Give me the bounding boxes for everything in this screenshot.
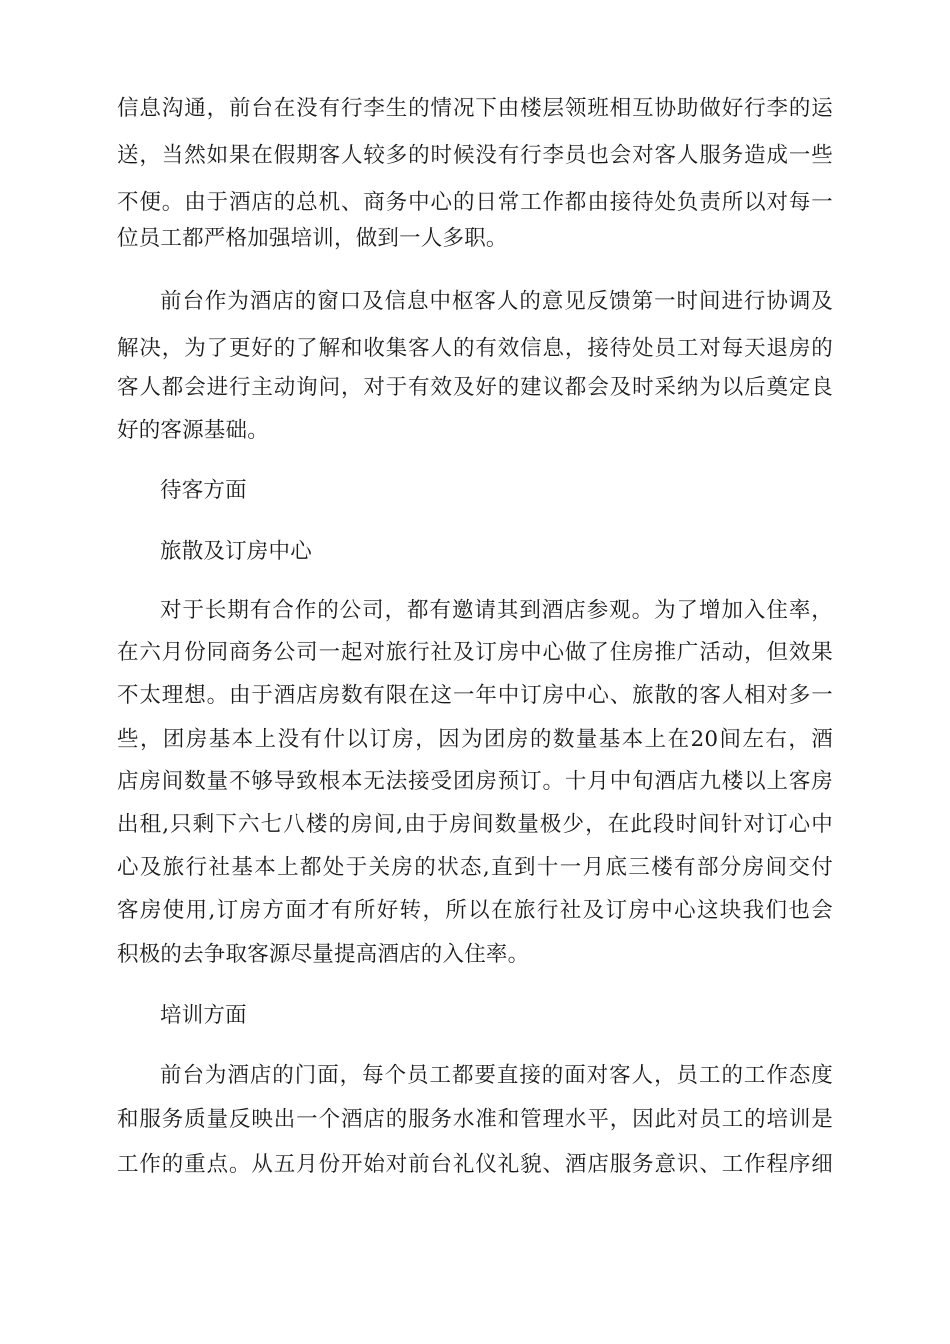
paragraph-1-line-3: 不便。由于酒店的总机、商务中心的日常工作都由接待处负责所以对每一 [117,190,833,215]
paragraph-3-line-2: 在六月份同商务公司一起对旅行社及订房中心做了住房推广活动，但效果 [117,640,833,665]
paragraph-3-line-5: 店房间数量不够导致根本无法接受团房预订。十月中旬酒店九楼以上客房 [117,769,833,794]
paragraph-4-line-2: 和服务质量反映出一个酒店的服务水准和管理水平，因此对员工的培训是 [117,1107,833,1132]
paragraph-3-line-1: 对于长期有合作的公司，都有邀请其到酒店参观。为了增加入住率， [160,598,833,623]
paragraph-3-line-9: 积极的去争取客源尽量提高酒店的入住率。 [117,942,530,967]
paragraph-2-line-2: 解决，为了更好的了解和收集客人的有效信息，接待处员工对每天退房的 [117,336,833,361]
section-heading-booking-center: 旅散及订房中心 [160,539,312,564]
paragraph-3-line-6: 出租,只剩下六七八楼的房间,由于房间数量极少，在此段时间针对订心中 [117,812,833,837]
paragraph-4-line-1: 前台为酒店的门面，每个员工都要直接的面对客人，员工的工作态度 [160,1063,833,1088]
paragraph-1-line-1: 信息沟通，前台在没有行李生的情况下由楼层领班相互协助做好行李的运 [117,96,833,121]
paragraph-2-line-1: 前台作为酒店的窗口及信息中枢客人的意见反馈第一时间进行协调及 [160,289,833,314]
paragraph-3-line-4: 些，团房基本上没有什以订房，因为团房的数量基本上在20间左右，酒 [117,727,833,752]
section-heading-guest-service: 待客方面 [160,478,247,503]
paragraph-3-line-7: 心及旅行社基本上都处于关房的状态,直到十一月底三楼有部分房间交付 [117,855,833,880]
paragraph-3-line-8: 客房使用,订房方面才有所好转，所以在旅行社及订房中心这块我们也会 [117,898,833,923]
paragraph-2-line-4: 好的客源基础。 [117,418,269,443]
paragraph-3-line-3: 不太理想。由于酒店房数有限在这一年中订房中心、旅散的客人相对多一 [117,683,833,708]
paragraph-2-line-3: 客人都会进行主动询问，对于有效及好的建议都会及时采纳为以后奠定良 [117,375,833,400]
paragraph-1-line-4: 位员工都严格加强培训，做到一人多职。 [117,226,508,251]
paragraph-4-line-3: 工作的重点。从五月份开始对前台礼仪礼貌、酒店服务意识、工作程序细 [117,1152,833,1177]
paragraph-1-line-2: 送，当然如果在假期客人较多的时候没有行李员也会对客人服务造成一些 [117,143,833,168]
section-heading-training: 培训方面 [160,1003,247,1028]
